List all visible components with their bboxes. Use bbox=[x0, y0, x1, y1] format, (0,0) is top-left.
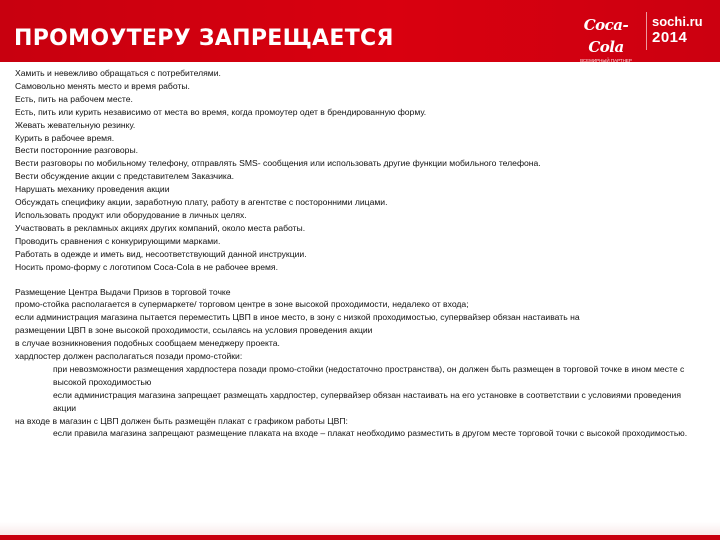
page-title: ПРОМОУТЕРУ ЗАПРЕЩАЕТСЯ bbox=[14, 26, 394, 51]
placement-line: промо-стойка располагается в супермаркете/ торговом центре в зоне высокой проходимости, недалеко от входа; bbox=[15, 299, 469, 310]
prohibition-item: Жевать жевательную резинку. bbox=[15, 119, 136, 130]
prohibition-item: Участвовать в рекламных акциях других компаний, около места работы. bbox=[15, 222, 306, 233]
prohibition-item: Обсуждать специфику акции, заработную плату, работу в агентстве с посторонними лицами. bbox=[15, 197, 388, 208]
entrance-subitem: если правила магазина запрещают размещение плаката на входе – плакат необходимо разместить в другом месте торговой точки с высокой проходимостью. bbox=[53, 428, 688, 439]
sochi-logo-line1: sochi.ru bbox=[652, 14, 703, 29]
hardposter-subitem: при невозможности размещения хардпостера позади промо-стойки (недостаточно пространства), он должен быть размещен в торговой точке в ином месте с высокой проходимостью bbox=[53, 363, 685, 387]
placement-line: если администрация магазина пытается переместить ЦВП в иное место, в зону с низкой проходимостью, супервайзер обязан настаивать на bbox=[15, 312, 580, 323]
entrance-line: на входе в магазин с ЦВП должен быть размещён плакат с графиком работы ЦВП: bbox=[15, 415, 348, 426]
prohibition-item: Самовольно менять место и время работы. bbox=[15, 80, 190, 91]
prohibition-item: Вести обсуждение акции с представителем Заказчика. bbox=[15, 171, 235, 182]
prohibition-item: Работать в одежде и иметь вид, несоответствующий данной инструкции. bbox=[15, 248, 307, 259]
prohibition-item: Проводить сравнения с конкурирующими марками. bbox=[15, 235, 221, 246]
placement-heading: Размещение Центра Выдачи Призов в торговой точке bbox=[15, 286, 231, 297]
prohibition-item: Носить промо-форму с логотипом Coca-Cola в не рабочее время. bbox=[15, 261, 278, 272]
coca-cola-logo-text: Coca-Cola bbox=[583, 16, 629, 56]
section-gap bbox=[15, 274, 705, 286]
placement-line: в случае возникновения подобных сообщаем менеджеру проекта. bbox=[15, 338, 280, 349]
coca-cola-logo bbox=[573, 14, 639, 62]
prohibition-item: Курить в рабочее время. bbox=[15, 132, 115, 143]
hardposter-subitem: если администрация магазина запрещает размещать хардпостер, супервайзер обязан настаивать на его установке в соответствии с условиями проведения акции bbox=[53, 389, 681, 413]
placement-section bbox=[15, 286, 705, 441]
prohibition-item: Хамить и невежливо обращаться с потребителями. bbox=[15, 68, 221, 78]
prohibition-item: Использовать продукт или оборудование в личных целях. bbox=[15, 209, 247, 220]
prohibition-item: Нарушать механику проведения акции bbox=[15, 184, 170, 195]
prohibition-item: Вести посторонние разговоры. bbox=[15, 145, 139, 156]
prohibition-item: Вести разговоры по мобильному телефону, отправлять SMS- сообщения или использовать другие функции мобильного телефона. bbox=[15, 158, 541, 169]
sochi-2014-logo bbox=[652, 14, 712, 50]
logo-divider bbox=[646, 12, 647, 50]
sochi-logo-line2: 2014 bbox=[652, 29, 688, 46]
header-banner bbox=[0, 0, 720, 62]
placement-line: размещении ЦВП в зоне высокой проходимости, ссылаясь на условия проведения акции bbox=[15, 325, 373, 336]
document-body bbox=[15, 67, 705, 440]
prohibitions-list bbox=[15, 67, 705, 274]
prohibition-item: Есть, пить или курить независимо от места во время, когда промоутер одет в брендированную форму. bbox=[15, 106, 427, 117]
coca-cola-logo-subtitle: ВСЕМИРНЫЙ ПАРТНЕР bbox=[580, 58, 632, 62]
prohibition-item: Есть, пить на рабочем месте. bbox=[15, 93, 133, 104]
footer-red-bar bbox=[0, 535, 720, 540]
placement-line: хардпостер должен располагаться позади промо-стойки: bbox=[15, 351, 243, 362]
